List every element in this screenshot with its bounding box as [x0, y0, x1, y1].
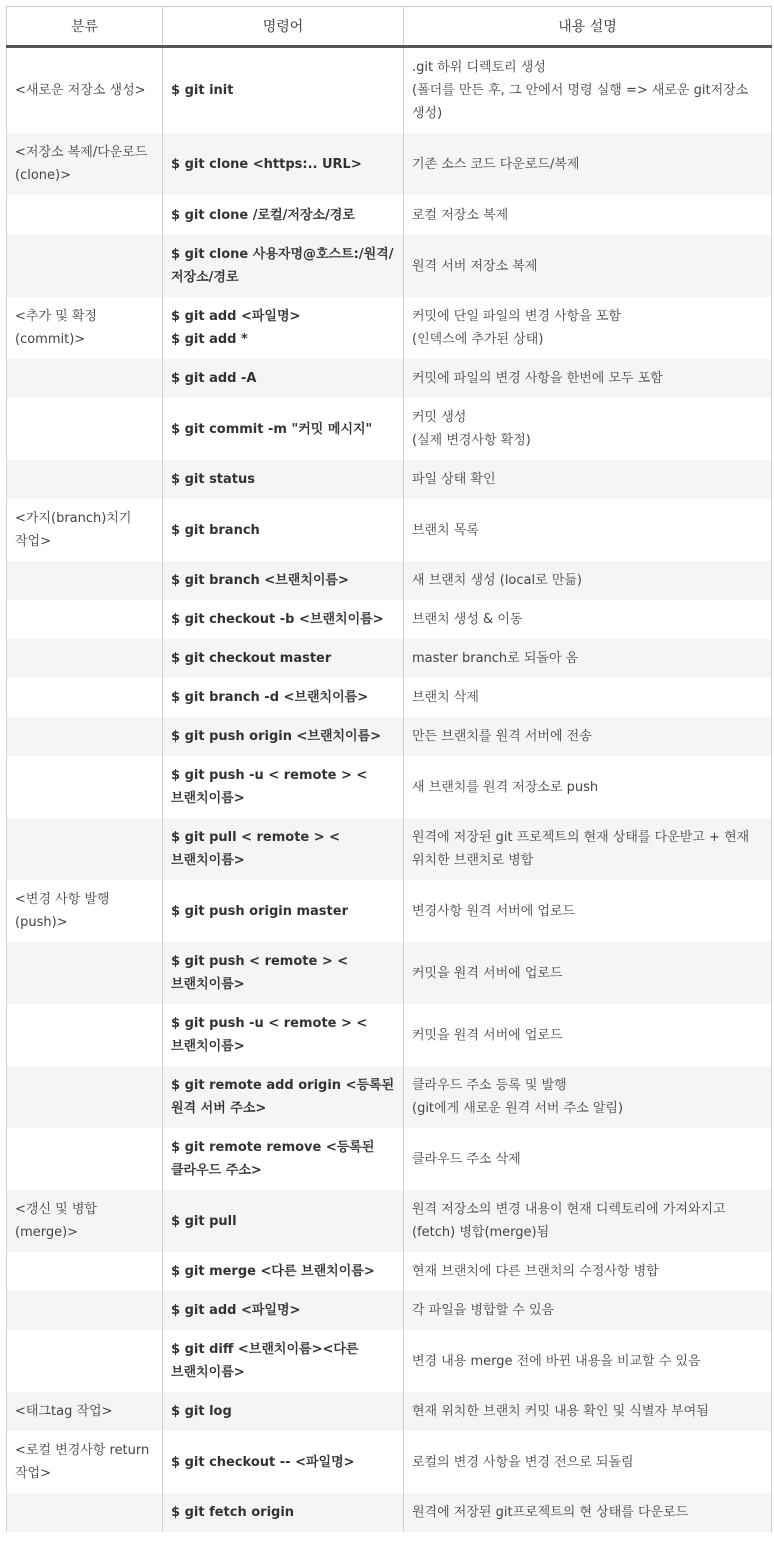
description-cell — [404, 717, 772, 756]
description-cell — [404, 678, 772, 717]
description-cell — [404, 880, 772, 942]
command-text: $ git checkout -b <브랜치이름> — [171, 612, 384, 627]
command-cell — [163, 756, 404, 818]
command-text: $ git add <파일명> — [171, 1303, 301, 1318]
category-cell — [7, 639, 163, 678]
table-row — [7, 47, 772, 134]
table-row — [7, 561, 772, 600]
command-cell — [163, 561, 404, 600]
description-text: 커밋 생성 — [412, 410, 467, 425]
description-cell — [404, 460, 772, 499]
table-row — [7, 1330, 772, 1392]
table-row — [7, 818, 772, 880]
description-text: 클라우드 주소 등록 및 발행 — [412, 1078, 567, 1093]
command-cell — [163, 639, 404, 678]
description-text: 로컬의 변경 사항을 변경 전으로 되돌림 — [412, 1454, 634, 1470]
command-text: $ git branch <브랜치이름> — [171, 573, 349, 588]
table-row — [7, 1291, 772, 1330]
command-cell — [163, 1190, 404, 1252]
table-row — [7, 639, 772, 678]
command-cell — [163, 717, 404, 756]
table-row — [7, 1004, 772, 1066]
category-cell — [7, 1330, 163, 1392]
description-cell — [404, 1431, 772, 1493]
command-text: $ git push origin master — [171, 903, 348, 919]
description-text: 클라우드 주소 삭제 — [412, 1151, 521, 1167]
category-cell: <저장소 복제/다운로드(clone)> — [7, 133, 163, 195]
category-cell — [7, 359, 163, 398]
description-text: 원격에 저장된 git프로젝트의 현 상태를 다운로드 — [412, 1505, 689, 1520]
description-text: master branch로 되돌아 옴 — [412, 651, 579, 666]
category-cell — [7, 600, 163, 639]
command-text: $ git checkout master — [171, 651, 332, 666]
description-text: (폴더를 만든 후, 그 안에서 명령 실행 => 새로운 git저장소 생성) — [412, 83, 749, 121]
category-cell — [7, 1066, 163, 1128]
command-text: $ git push -u < remote > <브랜치이름> — [171, 1016, 368, 1054]
description-cell — [404, 1004, 772, 1066]
category-cell — [7, 1252, 163, 1291]
category-cell — [7, 1291, 163, 1330]
description-cell — [404, 1066, 772, 1128]
table-row — [7, 678, 772, 717]
category-cell — [7, 717, 163, 756]
table-row — [7, 1190, 772, 1252]
category-cell — [7, 818, 163, 880]
command-cell — [163, 460, 404, 499]
command-text: $ git clone 사용자명@호스트:/원격/저장소/경로 — [171, 247, 394, 285]
table-row — [7, 1066, 772, 1128]
table-row — [7, 195, 772, 235]
table-row — [7, 460, 772, 499]
description-text: 새 브랜치 생성 (local로 만듦) — [412, 573, 582, 588]
table-row — [7, 398, 772, 460]
command-text: $ git status — [171, 472, 256, 487]
category-cell — [7, 1128, 163, 1190]
header-category: 분류 — [7, 7, 163, 47]
command-text: $ git clone /로컬/저장소/경로 — [171, 207, 355, 223]
description-text: 커밋에 파일의 변경 사항을 한번에 모두 포함 — [412, 371, 663, 386]
category-cell — [7, 235, 163, 297]
command-text: $ git log — [171, 1404, 232, 1419]
command-cell — [163, 47, 404, 134]
command-text: $ git branch — [171, 522, 260, 538]
description-text: 만든 브랜치를 원격 서버에 전송 — [412, 729, 592, 744]
table-row — [7, 880, 772, 942]
git-command-table — [6, 6, 772, 1532]
command-text: $ git push -u < remote > <브랜치이름> — [171, 768, 368, 806]
command-cell — [163, 1004, 404, 1066]
category-cell — [7, 561, 163, 600]
description-text: 브랜치 생성 & 이동 — [412, 612, 523, 627]
description-cell — [404, 1392, 772, 1431]
table-row — [7, 717, 772, 756]
category-cell: <가지(branch)치기 작업> — [7, 499, 163, 561]
command-text: $ git add <파일명> — [171, 309, 301, 324]
table-row — [7, 499, 772, 561]
category-cell: <태그tag 작업> — [7, 1392, 163, 1431]
table-row — [7, 359, 772, 398]
table-row — [7, 1252, 772, 1291]
command-text: $ git diff <브랜치이름><다른 브랜치이름> — [171, 1342, 359, 1380]
table-row — [7, 297, 772, 359]
command-text: $ git push origin <브랜치이름> — [171, 729, 382, 744]
description-text: (실제 변경사항 확정) — [412, 433, 531, 448]
description-cell — [404, 195, 772, 235]
description-text: 새 브랜치를 원격 저장소로 push — [412, 779, 599, 795]
table-row — [7, 600, 772, 639]
description-text: 기존 소스 코드 다운로드/복제 — [412, 156, 580, 172]
table-body — [7, 47, 772, 1533]
command-text: $ git branch -d <브랜치이름> — [171, 690, 369, 705]
description-text: 브랜치 삭제 — [412, 690, 479, 705]
command-text: $ git pull — [171, 1213, 237, 1229]
category-cell — [7, 398, 163, 460]
table-row — [7, 235, 772, 297]
command-cell — [163, 133, 404, 195]
command-cell — [163, 1128, 404, 1190]
description-cell — [404, 47, 772, 134]
description-cell — [404, 1128, 772, 1190]
description-text: .git 하위 디렉토리 생성 — [412, 60, 546, 75]
command-text: $ git add * — [171, 332, 248, 347]
table-row — [7, 756, 772, 818]
description-text: 변경 내용 merge 전에 바뀐 내용을 비교할 수 있음 — [412, 1353, 701, 1369]
description-cell — [404, 133, 772, 195]
description-cell — [404, 639, 772, 678]
command-text: $ git pull < remote > <브랜치이름> — [171, 830, 341, 868]
description-cell — [404, 499, 772, 561]
description-cell — [404, 235, 772, 297]
command-text: $ git remote add origin <등록된 원격 서버 주소> — [171, 1078, 395, 1116]
command-text: $ git checkout -- <파일명> — [171, 1454, 355, 1470]
command-cell — [163, 1252, 404, 1291]
command-cell — [163, 1291, 404, 1330]
command-cell — [163, 1431, 404, 1493]
command-cell — [163, 678, 404, 717]
description-cell — [404, 1291, 772, 1330]
category-cell: <새로운 저장소 생성> — [7, 47, 163, 134]
command-cell — [163, 942, 404, 1004]
command-cell — [163, 1330, 404, 1392]
command-cell — [163, 1493, 404, 1532]
command-cell — [163, 235, 404, 297]
header-command: 명령어 — [163, 7, 404, 47]
description-cell — [404, 561, 772, 600]
description-text: 원격에 저장된 git 프로젝트의 현재 상태를 다운받고 + 현재 위치한 브랜치로 병합 — [412, 830, 750, 868]
table-row — [7, 1431, 772, 1493]
description-text: 원격 저장소의 변경 내용이 현재 디렉토리에 가져와지고(fetch) 병합(merge)됨 — [412, 1202, 726, 1240]
category-cell — [7, 1004, 163, 1066]
description-text: 변경사항 원격 서버에 업로드 — [412, 903, 576, 919]
category-cell: <추가 및 확정(commit)> — [7, 297, 163, 359]
description-text: (git에게 새로운 원격 서버 주소 알림) — [412, 1101, 624, 1116]
description-text: 현재 브랜치에 다른 브랜치의 수정사항 병합 — [412, 1264, 659, 1279]
command-text: $ git merge <다른 브랜치이름> — [171, 1264, 375, 1279]
description-cell — [404, 1330, 772, 1392]
command-text: $ git init — [171, 83, 234, 98]
command-text: $ git fetch origin — [171, 1505, 295, 1520]
table-row — [7, 1128, 772, 1190]
table-row — [7, 1392, 772, 1431]
command-cell — [163, 398, 404, 460]
category-cell: <갱신 및 병합(merge)> — [7, 1190, 163, 1252]
description-text: 원격 서버 저장소 복제 — [412, 258, 538, 274]
table-row — [7, 1493, 772, 1532]
command-cell — [163, 359, 404, 398]
description-text: 브랜치 목록 — [412, 522, 479, 538]
description-cell — [404, 297, 772, 359]
category-cell — [7, 460, 163, 499]
command-text: $ git remote remove <등록된 클라우드 주소> — [171, 1140, 375, 1178]
description-cell — [404, 1493, 772, 1532]
description-text: 파일 상태 확인 — [412, 472, 496, 487]
command-text: $ git push < remote > <브랜치이름> — [171, 954, 349, 992]
category-cell — [7, 756, 163, 818]
description-text: 로컬 저장소 복제 — [412, 207, 509, 223]
header-description: 내용 설명 — [404, 7, 772, 47]
command-text: $ git clone <https:.. URL> — [171, 156, 362, 172]
command-cell — [163, 499, 404, 561]
command-cell — [163, 1392, 404, 1431]
command-text: $ git add -A — [171, 371, 257, 386]
description-cell — [404, 942, 772, 1004]
command-text: $ git commit -m "커밋 메시지" — [171, 421, 373, 437]
category-cell: <변경 사항 발행(push)> — [7, 880, 163, 942]
category-cell — [7, 1493, 163, 1532]
description-cell — [404, 1252, 772, 1291]
description-cell — [404, 1190, 772, 1252]
description-text: 커밋에 단일 파일의 변경 사항을 포함 — [412, 309, 622, 324]
description-cell — [404, 398, 772, 460]
description-text: 현재 위치한 브랜치 커밋 내용 확인 및 식별자 부여됨 — [412, 1404, 709, 1419]
description-text: 각 파일을 병합할 수 있음 — [412, 1303, 555, 1318]
description-cell — [404, 818, 772, 880]
description-cell — [404, 600, 772, 639]
table-header-row — [7, 7, 772, 47]
description-cell — [404, 359, 772, 398]
description-text: (인덱스에 추가된 상태) — [412, 332, 544, 347]
category-cell: <로컬 변경사항 return 작업> — [7, 1431, 163, 1493]
description-cell — [404, 756, 772, 818]
table-row — [7, 133, 772, 195]
command-cell — [163, 818, 404, 880]
description-text: 커밋을 원격 서버에 업로드 — [412, 1027, 563, 1043]
table-row — [7, 942, 772, 1004]
command-cell — [163, 297, 404, 359]
category-cell — [7, 678, 163, 717]
command-cell — [163, 880, 404, 942]
command-cell — [163, 600, 404, 639]
category-cell — [7, 942, 163, 1004]
description-text: 커밋을 원격 서버에 업로드 — [412, 965, 563, 981]
command-cell — [163, 1066, 404, 1128]
category-cell — [7, 195, 163, 235]
command-cell — [163, 195, 404, 235]
